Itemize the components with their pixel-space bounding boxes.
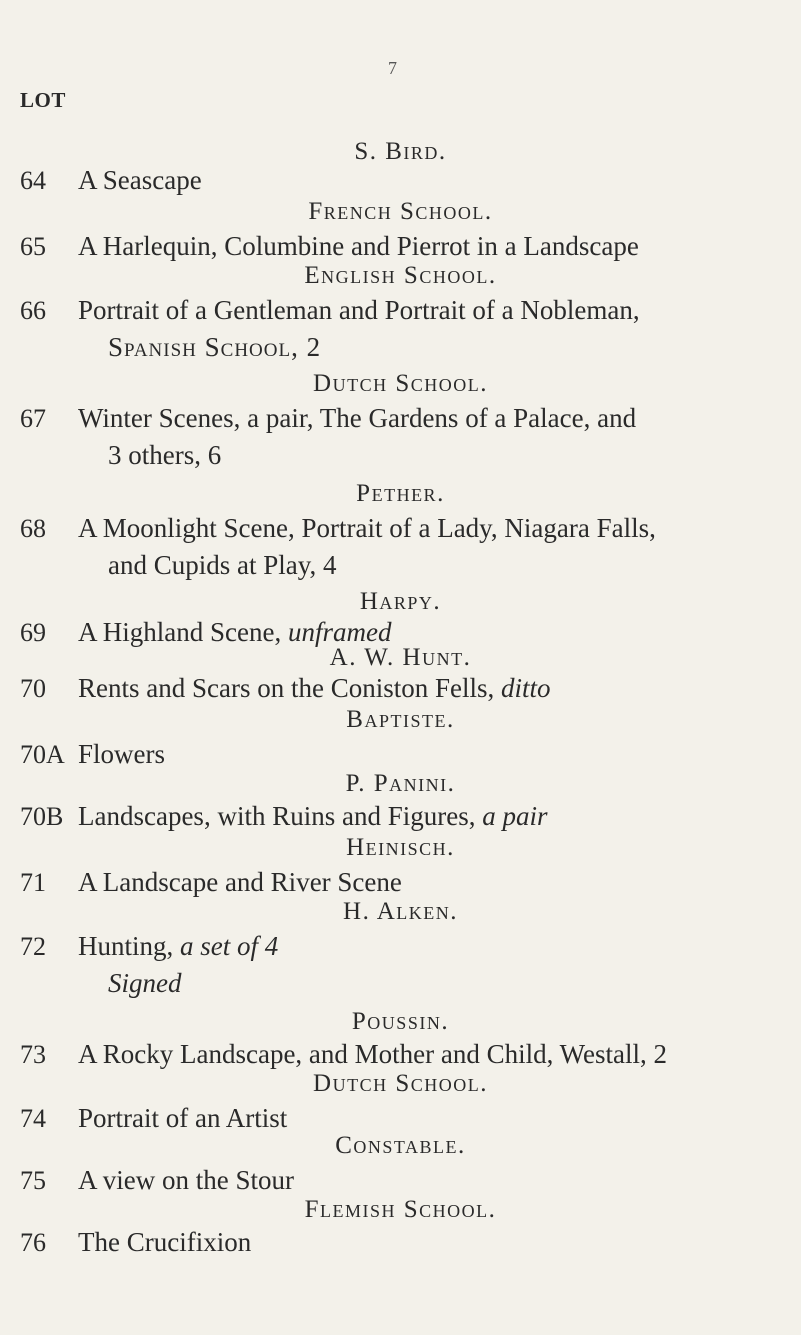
lot-description: A Harlequin, Columbine and Pierrot in a Landscape — [78, 231, 639, 261]
lot-attribution: Dutch School. — [313, 1070, 488, 1097]
lot-description: A Rocky Landscape, and Mother and Child, Westall, 2 — [78, 1039, 667, 1069]
lot-description: A Landscape and River Scene — [78, 867, 402, 897]
lot-description: Flowers — [78, 739, 165, 769]
lot-attribution: Pether. — [356, 480, 445, 507]
lot-attribution: Dutch School. — [313, 370, 488, 397]
lot-attribution: French School. — [308, 198, 493, 225]
lot-column-header: LOT — [20, 88, 66, 112]
lot-number: 69 — [20, 618, 46, 647]
lot-number: 72 — [20, 932, 46, 961]
page-number: 7 — [388, 58, 397, 78]
lot-attribution: H. Alken. — [343, 898, 458, 925]
lot-attribution: Heinisch. — [346, 834, 455, 861]
lot-attribution: A. W. Hunt. — [329, 644, 472, 671]
lot-description: Portrait of a Gentleman and Portrait of a Nobleman, Spanish School, 2 — [78, 295, 640, 362]
lot-description: Portrait of an Artist — [78, 1103, 288, 1133]
lot-description: A view on the Stour — [78, 1165, 294, 1195]
lot-number: 71 — [20, 868, 46, 897]
lot-attribution: English School. — [304, 262, 497, 289]
lot-attribution: Harpy. — [359, 588, 442, 615]
lot-description: A Seascape — [78, 165, 202, 195]
lot-description: A Moonlight Scene, Portrait of a Lady, Niagara Falls, and Cupids at Play, 4 — [78, 513, 656, 580]
lot-number: 76 — [20, 1228, 46, 1257]
lot-number: 70A — [20, 740, 65, 769]
lot-description: A Highland Scene, unframed — [78, 617, 392, 647]
lot-description: The Crucifixion — [78, 1227, 252, 1257]
lot-attribution: S. Bird. — [354, 138, 447, 165]
lot-number: 74 — [20, 1104, 46, 1133]
lot-number: 70B — [20, 802, 64, 831]
lot-description: Hunting, a set of 4 Signed — [78, 931, 279, 998]
lot-attribution: P. Panini. — [345, 770, 456, 797]
lot-number: 75 — [20, 1166, 46, 1195]
lot-attribution: Baptiste. — [346, 706, 455, 733]
lot-attribution: Flemish School. — [304, 1196, 497, 1223]
lot-number: 64 — [20, 166, 46, 195]
lot-description: Winter Scenes, a pair, The Gardens of a Palace, and 3 others, 6 — [78, 403, 637, 470]
lot-number: 65 — [20, 232, 46, 261]
lot-attribution: Constable. — [335, 1132, 466, 1159]
lot-number: 70 — [20, 674, 46, 703]
lot-attribution: Poussin. — [351, 1008, 450, 1035]
lot-description: Rents and Scars on the Coniston Fells, ditto — [78, 673, 551, 703]
lot-number: 67 — [20, 404, 46, 433]
lot-number: 66 — [20, 296, 46, 325]
lot-description: Landscapes, with Ruins and Figures, a pair — [78, 801, 548, 831]
lot-number: 73 — [20, 1040, 46, 1069]
lot-number: 68 — [20, 514, 46, 543]
